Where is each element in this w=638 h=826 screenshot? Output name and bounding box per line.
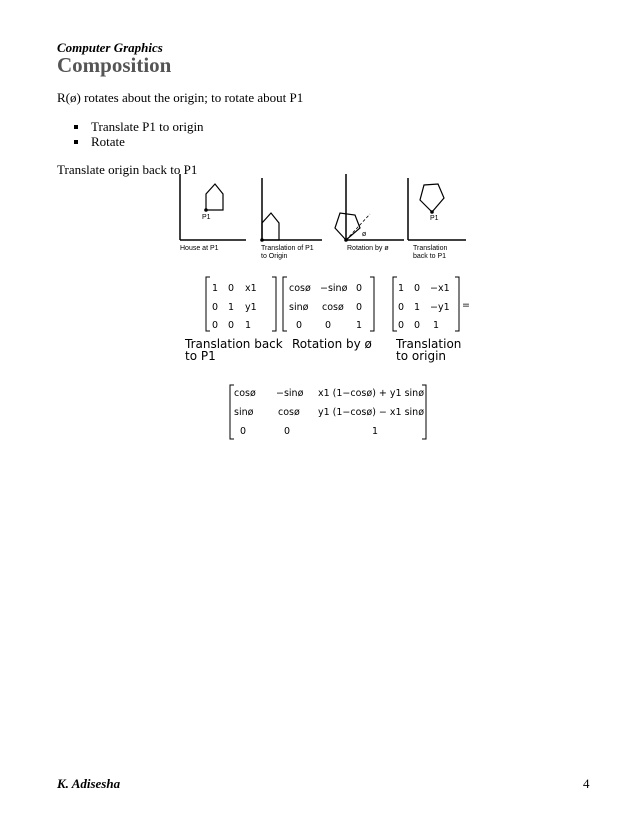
svg-text:ø: ø bbox=[362, 230, 367, 238]
bullet-item: Translate P1 to origin bbox=[74, 119, 204, 135]
panel-caption: Translation of P1 to Origin bbox=[261, 245, 314, 260]
matrix-label: Translation to origin bbox=[396, 337, 462, 363]
panel-rotation bbox=[335, 174, 404, 242]
svg-text:P1: P1 bbox=[202, 214, 211, 221]
matrix-label: Translation back to P1 bbox=[185, 337, 283, 363]
footer-author: K. Adisesha bbox=[57, 776, 121, 791]
page-title: Composition bbox=[57, 53, 172, 77]
header-subject: Computer Graphics bbox=[57, 40, 163, 55]
closing-text: Translate origin back to P1 bbox=[57, 162, 198, 177]
bullet-item: Rotate bbox=[74, 134, 125, 150]
page-number: 4 bbox=[583, 776, 590, 791]
bullet-icon bbox=[74, 125, 78, 129]
panel-caption: Translation back to P1 bbox=[413, 245, 448, 260]
matrix-label: Rotation by ø bbox=[292, 337, 372, 351]
panel-translation-to-origin bbox=[260, 178, 322, 242]
bullet-icon bbox=[74, 140, 78, 144]
rotation-figure bbox=[170, 172, 470, 244]
svg-text:P1: P1 bbox=[430, 215, 439, 222]
panel-house-at-p1 bbox=[180, 174, 246, 240]
intro-text: R(ø) rotates about the origin; to rotate about P1 bbox=[57, 90, 304, 105]
panel-caption: Rotation by ø bbox=[347, 245, 389, 252]
panel-translation-back bbox=[408, 178, 466, 240]
equals-sign: = bbox=[462, 300, 470, 311]
panel-caption: House at P1 bbox=[180, 245, 219, 252]
